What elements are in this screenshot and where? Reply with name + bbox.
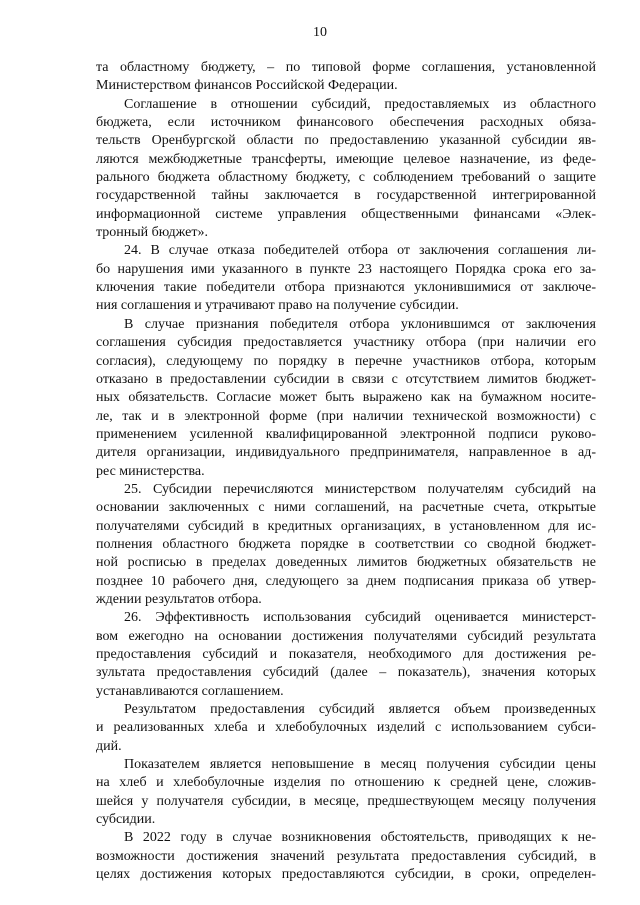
text-line: рес министерства. [96, 463, 205, 479]
paragraph [96, 242, 596, 315]
paragraph [96, 701, 596, 756]
text-line: 24. В случае отказа победителей отбора от заключения соглашения ли- [124, 243, 596, 259]
text-line: В 2022 году в случае возникновения обстоятельств, приводящих к не- [124, 830, 596, 846]
text-line: позднее 10 рабочего дня, следующего за днем подписания приказа об утвер- [96, 573, 596, 589]
paragraph [96, 481, 596, 609]
text-line: ных обязательств. Согласие может быть выражено как на бумажном носите- [96, 390, 596, 406]
text-line: ключения такие победители отбора признаются уклонившимися от заключе- [96, 280, 596, 296]
text-line: Результатом предоставления субсидий является объем произведенных [124, 702, 596, 718]
text-line: Министерством финансов Российской Федерации. [96, 78, 398, 94]
text-line: целях достижения которых предоставляются субсидии, в сроки, определен- [96, 867, 596, 883]
text-line: вом ежегодно на основании достижения получателями субсидий результата [96, 628, 596, 644]
page-number: 10 [313, 25, 327, 40]
text-line: ляются межбюджетные трансферты, имеющие целевое назначение, из феде- [96, 151, 596, 167]
text-line: та областному бюджету, – по типовой форме соглашения, установленной [96, 60, 596, 75]
text-line: В случае признания победителя отбора уклонившимся от заключения [124, 316, 596, 332]
text-line: государственной тайны заключается в государственной интегрированной [96, 188, 596, 204]
text-line: бо нарушения ими указанного в пункте 23 настоящего Порядка срока его за- [96, 261, 596, 277]
text-line: информационной системе управления общественными финансами «Элек- [96, 206, 596, 222]
text-line: Показателем является неповышение в месяц получения субсидии цены [124, 757, 596, 773]
text-line: полнения областного бюджета порядке в соответствии со сводной бюджет- [96, 536, 596, 552]
paragraph [96, 316, 596, 481]
text-line: 25. Субсидии перечисляются министерством получателям субсидий на [124, 481, 596, 497]
text-line: зультата предоставления субсидий (далее – показатель), значения которых [96, 665, 596, 681]
text-line: дий. [96, 738, 122, 754]
text-line: предоставления субсидий и показателя, необходимого для достижения ре- [96, 647, 596, 662]
paragraph [96, 829, 596, 884]
text-line: 26. Эффективность использования субсидий оценивается министерст- [124, 610, 596, 626]
paragraph [96, 756, 596, 829]
text-line: устанавливаются соглашением. [96, 683, 284, 699]
text-line: согласия), следующему по порядку в перечне участников отбора, которым [96, 353, 596, 369]
text-line: тронный бюджет». [96, 225, 208, 241]
text-line: возможности достижения значений результата предоставления субсидий, в [96, 848, 596, 864]
text-line: ле, так и в электронной форме (при наличии технической возможности) с [96, 408, 596, 424]
document-body [96, 59, 596, 884]
text-line: применением усиленной квалифицированной электронной подписи руково- [96, 426, 596, 442]
text-line: и реализованных хлеба и хлебобулочных изделий с использованием субси- [96, 720, 596, 736]
text-line: дителя организации, индивидуального предпринимателя, направленное в ад- [96, 445, 596, 461]
paragraph [96, 609, 596, 701]
text-line: бюджета, если источником финансового обеспечения расходных обяза- [96, 115, 596, 131]
text-line: рального бюджета областному бюджету, с соблюдением требований о защите [96, 170, 596, 186]
text-line: ной росписью в пределах доведенных лимитов бюджетных обязательств не [96, 555, 596, 571]
text-line: отказано в предоставлении субсидии в связи с отсутствием лимитов бюджет- [96, 371, 596, 387]
text-line: основании заключенных с ними соглашений, на расчетные счета, открытые [96, 500, 596, 516]
text-line: соглашения субсидия предоставляется участнику отбора (при наличии его [96, 335, 596, 351]
text-line: ждении результатов отбора. [96, 591, 262, 607]
paragraph [96, 96, 596, 243]
text-line: на хлеб и хлебобулочные изделия по отношению к средней цене, сложив- [96, 775, 596, 791]
text-line: Соглашение в отношении субсидий, предоставляемых из областного [124, 96, 596, 112]
paragraph [96, 59, 596, 96]
text-line: получателями субсидий в кредитных организациях, в установленном для ис- [96, 518, 596, 534]
text-line: ния соглашения и утрачивают право на получение субсидии. [96, 298, 459, 314]
text-line: субсидии. [96, 812, 156, 828]
text-line: тельств Оренбургской области по предоставлению указанной субсидии яв- [96, 133, 596, 149]
text-line: шейся у получателя субсидии, в месяце, предшествующем месяцу получения [96, 793, 596, 809]
